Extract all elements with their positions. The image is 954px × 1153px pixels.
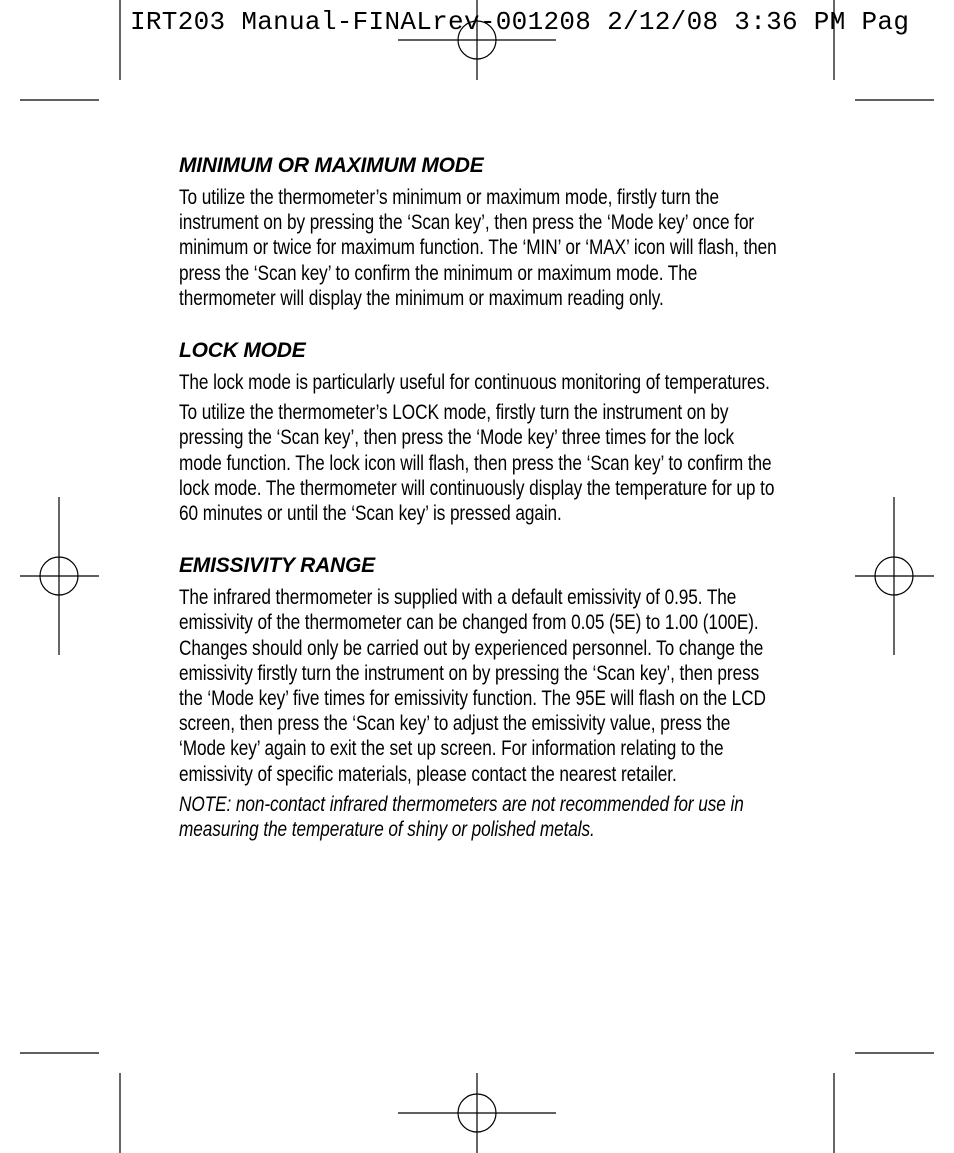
section-paragraph: The lock mode is particularly useful for continuous monitoring of temperatures. xyxy=(179,371,770,395)
section-heading: LOCK MODE xyxy=(179,339,306,363)
section-emissivity-range xyxy=(179,553,779,842)
section-paragraph: The infrared thermometer is supplied with a default emissivity of 0.95. The emissivity of the thermometer can be changed from 0.05 (5E) to 1.00 (100E). Changes should only be carried out by experienced personnel. To change the emissivity firstly turn the instrument on by pressing the ‘Scan key’, then press the ‘Mode key’ five times for emissivity function. The 95E will flash on the LCD screen, then press the ‘Scan key’ to adjust the emissivity value, press the ‘Mode key’ again to exit the set up screen. For information relating to the emissivity of specific materials, please contact the nearest retailer. xyxy=(179,586,766,786)
section-paragraph: To utilize the thermometer’s LOCK mode, firstly turn the instrument on by pressing the ‘Scan key’, then press the ‘Mode key’ three times for the lock mode function. The lock icon will flash, then press the ‘Scan key’ to confirm the lock mode. The thermometer will continuously display the temperature for up to 60 minutes or until the ‘Scan key’ is pressed again. xyxy=(179,401,775,526)
registration-target-left xyxy=(20,497,99,655)
section-heading: EMISSIVITY RANGE xyxy=(179,554,375,578)
registration-target-top xyxy=(398,0,556,80)
section-lock-mode xyxy=(179,338,779,526)
section-note: NOTE: non-contact infrared thermometers are not recommended for use in measuring the temperature of shiny or polished metals. xyxy=(179,792,744,842)
section-heading: MINIMUM OR MAXIMUM MODE xyxy=(179,154,484,177)
section-paragraph: To utilize the thermometer’s minimum or maximum mode, firstly turn the instrument on by pressing the ‘Scan key’, then press the ‘Mode key’ once for minimum or twice for maximum function. The ‘MIN’ or ‘MAX’ icon will flash, then press the ‘Scan key’ to confirm the minimum or maximum mode. The thermometer will display the minimum or maximum reading only. xyxy=(179,186,777,310)
registration-target-bottom xyxy=(398,1073,556,1153)
registration-target-right xyxy=(855,497,934,655)
print-slug-line: IRT203 Manual-FINALrev-001208 2/12/08 3:36 PM Pag xyxy=(130,7,910,37)
manual-page-content xyxy=(179,153,779,869)
section-minimum-maximum-mode xyxy=(179,153,779,311)
